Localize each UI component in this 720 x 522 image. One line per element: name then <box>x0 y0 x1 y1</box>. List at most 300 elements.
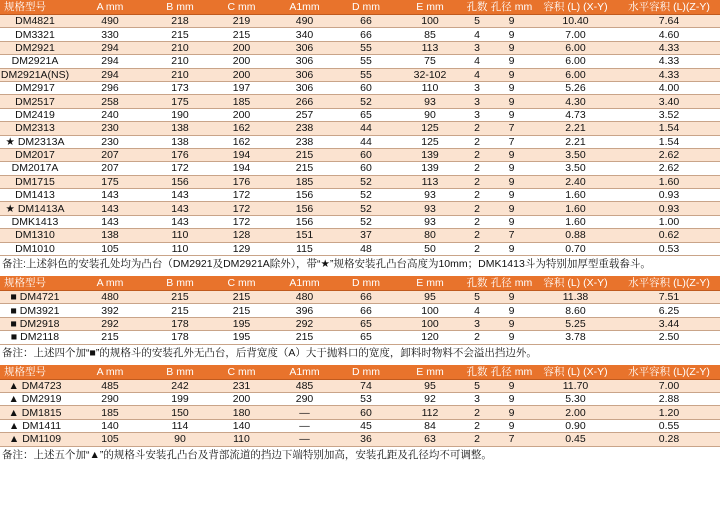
col-header-level-capacity-zy: 水平容积 (L)(Z-Y) <box>618 365 720 380</box>
table-row <box>0 175 720 188</box>
table-row <box>0 15 720 28</box>
cell-a1: 215 <box>273 331 336 344</box>
cell-b: 215 <box>150 291 210 304</box>
table-row <box>0 135 720 148</box>
cell-holes: 2 <box>464 175 490 188</box>
cell-d: 66 <box>336 304 396 317</box>
col-header-e: E mm <box>396 0 464 15</box>
cell-b: 178 <box>150 317 210 330</box>
cell-a: 296 <box>70 81 150 94</box>
cell-e: 100 <box>396 15 464 28</box>
cell-capacity-xy: 10.40 <box>533 15 618 28</box>
col-header-model: 规格型号 <box>0 276 70 291</box>
cell-level-capacity-zy: 0.93 <box>618 189 720 202</box>
cell-a1: 292 <box>273 317 336 330</box>
cell-a1: — <box>273 419 336 432</box>
cell-hole-dia: 9 <box>490 242 533 255</box>
cell-d: 48 <box>336 242 396 255</box>
cell-d: 52 <box>336 95 396 108</box>
cell-c: 172 <box>210 202 273 215</box>
cell-holes: 3 <box>464 81 490 94</box>
cell-capacity-xy: 2.21 <box>533 135 618 148</box>
cell-b: 114 <box>150 419 210 432</box>
cell-holes: 5 <box>464 15 490 28</box>
table-row <box>0 392 720 405</box>
table-row <box>0 379 720 392</box>
cell-e: 50 <box>396 242 464 255</box>
cell-d: 55 <box>336 68 396 81</box>
cell-a: 294 <box>70 68 150 81</box>
cell-e: 95 <box>396 379 464 392</box>
cell-e: 32-102 <box>396 68 464 81</box>
cell-level-capacity-zy: 7.51 <box>618 291 720 304</box>
cell-e: 112 <box>396 406 464 419</box>
cell-capacity-xy: 1.60 <box>533 202 618 215</box>
cell-a1: 156 <box>273 215 336 228</box>
cell-model: ■ DM2918 <box>0 317 70 330</box>
cell-hole-dia: 9 <box>490 189 533 202</box>
cell-level-capacity-zy: 1.54 <box>618 135 720 148</box>
cell-e: 80 <box>396 229 464 242</box>
cell-hole-dia: 7 <box>490 135 533 148</box>
cell-a1: — <box>273 433 336 446</box>
table-note-3: 备注：上述五个加“▲”的规格斗安装孔凸台及背部流道的挡边下端特别加高，安装孔距及孔径均不可调整。 <box>2 448 492 461</box>
cell-c: 215 <box>210 291 273 304</box>
cell-holes: 5 <box>464 379 490 392</box>
cell-a1: 215 <box>273 162 336 175</box>
cell-c: 200 <box>210 55 273 68</box>
table-row <box>0 189 720 202</box>
cell-e: 120 <box>396 331 464 344</box>
spec-table-2 <box>0 276 720 345</box>
cell-hole-dia: 9 <box>490 68 533 81</box>
cell-c: 194 <box>210 148 273 161</box>
cell-c: 185 <box>210 95 273 108</box>
cell-hole-dia: 7 <box>490 122 533 135</box>
cell-a1: 115 <box>273 242 336 255</box>
cell-level-capacity-zy: 4.60 <box>618 28 720 41</box>
cell-a1: 306 <box>273 41 336 54</box>
cell-b: 242 <box>150 379 210 392</box>
cell-model: DM2017 <box>0 148 70 161</box>
cell-d: 65 <box>336 317 396 330</box>
cell-hole-dia: 9 <box>490 419 533 432</box>
col-header-holes: 孔数 <box>464 365 490 380</box>
cell-a1: 485 <box>273 379 336 392</box>
cell-level-capacity-zy: 6.25 <box>618 304 720 317</box>
cell-a: 240 <box>70 108 150 121</box>
cell-level-capacity-zy: 4.33 <box>618 55 720 68</box>
cell-c: 219 <box>210 15 273 28</box>
cell-d: 52 <box>336 175 396 188</box>
cell-c: 215 <box>210 304 273 317</box>
cell-a1: 306 <box>273 81 336 94</box>
cell-b: 210 <box>150 55 210 68</box>
cell-holes: 2 <box>464 215 490 228</box>
cell-e: 75 <box>396 55 464 68</box>
cell-d: 53 <box>336 392 396 405</box>
cell-a: 215 <box>70 331 150 344</box>
col-header-a: A mm <box>70 276 150 291</box>
cell-model: ■ DM4721 <box>0 291 70 304</box>
col-header-c: C mm <box>210 0 273 15</box>
col-header-hole-dia: 孔径 mm <box>490 277 533 290</box>
table-row <box>0 162 720 175</box>
cell-level-capacity-zy: 0.62 <box>618 229 720 242</box>
cell-c: 215 <box>210 28 273 41</box>
cell-capacity-xy: 5.25 <box>533 317 618 330</box>
cell-b: 218 <box>150 15 210 28</box>
cell-holes: 5 <box>464 291 490 304</box>
cell-holes: 2 <box>464 148 490 161</box>
table-row <box>0 229 720 242</box>
cell-c: 128 <box>210 229 273 242</box>
col-header-a1: A1mm <box>273 276 336 291</box>
cell-level-capacity-zy: 1.20 <box>618 406 720 419</box>
col-header-a1: A1mm <box>273 0 336 15</box>
cell-hole-dia: 9 <box>490 215 533 228</box>
table-row <box>0 28 720 41</box>
cell-capacity-xy: 2.00 <box>533 406 618 419</box>
cell-capacity-xy: 3.78 <box>533 331 618 344</box>
table-note-1: 备注:上述斜色的安装孔处均为凸台（DM2921及DM2921A除外），带“★”规格安装孔凸台高度为10mm；DMK1413斗为特别加厚型重载畚斗。 <box>2 258 651 271</box>
cell-level-capacity-zy: 0.55 <box>618 419 720 432</box>
cell-holes: 3 <box>464 317 490 330</box>
cell-hole-dia: 9 <box>490 406 533 419</box>
cell-capacity-xy: 6.00 <box>533 68 618 81</box>
cell-a1: 480 <box>273 291 336 304</box>
cell-d: 52 <box>336 202 396 215</box>
cell-hole-dia: 9 <box>490 331 533 344</box>
cell-c: 200 <box>210 41 273 54</box>
cell-e: 100 <box>396 304 464 317</box>
cell-level-capacity-zy: 7.64 <box>618 15 720 28</box>
cell-model: ▲ DM1815 <box>0 406 70 419</box>
cell-holes: 2 <box>464 189 490 202</box>
header-row <box>0 276 720 291</box>
col-header-d: D mm <box>336 365 396 380</box>
cell-a1: 156 <box>273 189 336 202</box>
col-header-holes: 孔数 <box>464 276 490 291</box>
cell-e: 113 <box>396 41 464 54</box>
cell-d: 66 <box>336 291 396 304</box>
cell-holes: 2 <box>464 202 490 215</box>
cell-holes: 3 <box>464 392 490 405</box>
cell-a: 294 <box>70 41 150 54</box>
cell-model: DM1310 <box>0 229 70 242</box>
cell-model: ■ DM2118 <box>0 331 70 344</box>
cell-b: 176 <box>150 148 210 161</box>
cell-model: DM2313 <box>0 122 70 135</box>
cell-level-capacity-zy: 3.40 <box>618 95 720 108</box>
cell-d: 60 <box>336 81 396 94</box>
table-row <box>0 291 720 304</box>
cell-e: 100 <box>396 317 464 330</box>
cell-d: 65 <box>336 108 396 121</box>
cell-e: 125 <box>396 122 464 135</box>
cell-a1: 490 <box>273 15 336 28</box>
header-row <box>0 0 720 15</box>
cell-model: ▲ DM1411 <box>0 419 70 432</box>
cell-capacity-xy: 11.70 <box>533 379 618 392</box>
cell-a1: 340 <box>273 28 336 41</box>
cell-holes: 2 <box>464 406 490 419</box>
table-row <box>0 317 720 330</box>
table-row <box>0 41 720 54</box>
cell-d: 55 <box>336 55 396 68</box>
cell-e: 93 <box>396 95 464 108</box>
table-row <box>0 108 720 121</box>
cell-level-capacity-zy: 4.33 <box>618 41 720 54</box>
cell-holes: 3 <box>464 108 490 121</box>
table-note-2: 备注：上述四个加“■”的规格斗的安装孔外无凸台，后背宽度（A）大于抛料口的宽度，卸料时物料不会溢出挡边外。 <box>2 346 537 359</box>
table-row <box>0 81 720 94</box>
cell-hole-dia: 9 <box>490 81 533 94</box>
cell-holes: 4 <box>464 28 490 41</box>
cell-d: 66 <box>336 15 396 28</box>
cell-hole-dia: 9 <box>490 304 533 317</box>
col-header-a1: A1mm <box>273 365 336 380</box>
cell-holes: 2 <box>464 433 490 446</box>
cell-holes: 2 <box>464 135 490 148</box>
cell-model: DM2921A <box>0 55 70 68</box>
cell-level-capacity-zy: 4.00 <box>618 81 720 94</box>
cell-a1: 306 <box>273 55 336 68</box>
cell-capacity-xy: 8.60 <box>533 304 618 317</box>
col-header-hole-dia: 孔径 mm <box>490 365 533 378</box>
col-header-c: C mm <box>210 276 273 291</box>
col-header-capacity-xy: 容积 (L) (X-Y) <box>533 365 618 380</box>
cell-d: 74 <box>336 379 396 392</box>
cell-holes: 3 <box>464 41 490 54</box>
spec-table-1 <box>0 0 720 256</box>
col-header-capacity-xy: 容积 (L) (X-Y) <box>533 276 618 291</box>
cell-capacity-xy: 0.90 <box>533 419 618 432</box>
cell-b: 150 <box>150 406 210 419</box>
cell-model: DM2419 <box>0 108 70 121</box>
cell-d: 60 <box>336 148 396 161</box>
cell-level-capacity-zy: 1.54 <box>618 122 720 135</box>
cell-level-capacity-zy: 1.60 <box>618 175 720 188</box>
cell-holes: 2 <box>464 122 490 135</box>
table-row <box>0 215 720 228</box>
cell-hole-dia: 7 <box>490 229 533 242</box>
cell-b: 199 <box>150 392 210 405</box>
cell-capacity-xy: 4.30 <box>533 95 618 108</box>
spec-table-3 <box>0 365 720 447</box>
cell-hole-dia: 9 <box>490 108 533 121</box>
cell-c: 162 <box>210 135 273 148</box>
cell-hole-dia: 9 <box>490 392 533 405</box>
cell-d: 45 <box>336 419 396 432</box>
cell-b: 178 <box>150 331 210 344</box>
cell-a: 480 <box>70 291 150 304</box>
cell-capacity-xy: 1.60 <box>533 189 618 202</box>
cell-d: 65 <box>336 331 396 344</box>
cell-b: 172 <box>150 162 210 175</box>
cell-level-capacity-zy: 0.28 <box>618 433 720 446</box>
cell-model: ▲ DM4723 <box>0 379 70 392</box>
cell-holes: 3 <box>464 95 490 108</box>
cell-hole-dia: 9 <box>490 15 533 28</box>
cell-a: 258 <box>70 95 150 108</box>
table-row <box>0 433 720 446</box>
cell-holes: 4 <box>464 55 490 68</box>
cell-hole-dia: 9 <box>490 291 533 304</box>
cell-a: 290 <box>70 392 150 405</box>
cell-holes: 4 <box>464 68 490 81</box>
col-header-d: D mm <box>336 0 396 15</box>
cell-hole-dia: 9 <box>490 55 533 68</box>
cell-a: 330 <box>70 28 150 41</box>
cell-d: 55 <box>336 41 396 54</box>
cell-a: 105 <box>70 433 150 446</box>
cell-capacity-xy: 11.38 <box>533 291 618 304</box>
cell-level-capacity-zy: 4.33 <box>618 68 720 81</box>
cell-a: 140 <box>70 419 150 432</box>
table-row <box>0 68 720 81</box>
cell-capacity-xy: 2.40 <box>533 175 618 188</box>
cell-b: 90 <box>150 433 210 446</box>
cell-model: DM3321 <box>0 28 70 41</box>
cell-level-capacity-zy: 2.50 <box>618 331 720 344</box>
cell-level-capacity-zy: 2.88 <box>618 392 720 405</box>
cell-a: 294 <box>70 55 150 68</box>
table-row <box>0 419 720 432</box>
cell-c: 194 <box>210 162 273 175</box>
cell-hole-dia: 9 <box>490 148 533 161</box>
cell-hole-dia: 9 <box>490 41 533 54</box>
cell-capacity-xy: 3.50 <box>533 162 618 175</box>
cell-level-capacity-zy: 3.52 <box>618 108 720 121</box>
table-row <box>0 202 720 215</box>
cell-e: 93 <box>396 189 464 202</box>
cell-d: 52 <box>336 189 396 202</box>
cell-d: 52 <box>336 215 396 228</box>
table-row <box>0 406 720 419</box>
cell-a: 143 <box>70 215 150 228</box>
cell-holes: 4 <box>464 304 490 317</box>
cell-c: 172 <box>210 189 273 202</box>
cell-b: 110 <box>150 229 210 242</box>
cell-e: 85 <box>396 28 464 41</box>
cell-holes: 2 <box>464 242 490 255</box>
cell-model: DM4821 <box>0 15 70 28</box>
col-header-e: E mm <box>396 276 464 291</box>
cell-level-capacity-zy: 0.93 <box>618 202 720 215</box>
cell-a1: 290 <box>273 392 336 405</box>
cell-a: 485 <box>70 379 150 392</box>
cell-capacity-xy: 0.88 <box>533 229 618 242</box>
cell-b: 215 <box>150 304 210 317</box>
cell-b: 175 <box>150 95 210 108</box>
cell-holes: 2 <box>464 331 490 344</box>
cell-a: 207 <box>70 148 150 161</box>
col-header-level-capacity-zy: 水平容积 (L)(Z-Y) <box>618 276 720 291</box>
cell-b: 190 <box>150 108 210 121</box>
cell-capacity-xy: 3.50 <box>533 148 618 161</box>
table-row <box>0 331 720 344</box>
col-header-hole-dia: 孔径 mm <box>490 1 533 13</box>
cell-a1: 185 <box>273 175 336 188</box>
cell-hole-dia: 9 <box>490 95 533 108</box>
table-row <box>0 148 720 161</box>
cell-hole-dia: 9 <box>490 175 533 188</box>
cell-holes: 2 <box>464 229 490 242</box>
cell-hole-dia: 9 <box>490 317 533 330</box>
cell-a1: 306 <box>273 68 336 81</box>
cell-e: 139 <box>396 162 464 175</box>
table-row <box>0 304 720 317</box>
col-header-a: A mm <box>70 0 150 15</box>
cell-e: 95 <box>396 291 464 304</box>
cell-model: DM2921 <box>0 41 70 54</box>
cell-model: DM2017A <box>0 162 70 175</box>
cell-level-capacity-zy: 3.44 <box>618 317 720 330</box>
cell-e: 63 <box>396 433 464 446</box>
col-header-model: 规格型号 <box>0 365 70 380</box>
cell-holes: 2 <box>464 419 490 432</box>
cell-model: ▲ DM1109 <box>0 433 70 446</box>
cell-level-capacity-zy: 2.62 <box>618 148 720 161</box>
cell-a: 230 <box>70 135 150 148</box>
cell-c: 110 <box>210 433 273 446</box>
cell-model: ▲ DM2919 <box>0 392 70 405</box>
cell-e: 90 <box>396 108 464 121</box>
cell-model: DM2921A(NS) <box>0 68 70 81</box>
cell-d: 60 <box>336 162 396 175</box>
cell-a: 143 <box>70 189 150 202</box>
cell-level-capacity-zy: 1.00 <box>618 215 720 228</box>
cell-e: 110 <box>396 81 464 94</box>
cell-d: 66 <box>336 28 396 41</box>
cell-model: DM2917 <box>0 81 70 94</box>
cell-hole-dia: 9 <box>490 162 533 175</box>
col-header-b: B mm <box>150 0 210 15</box>
cell-a1: — <box>273 406 336 419</box>
cell-b: 110 <box>150 242 210 255</box>
col-header-holes: 孔数 <box>464 0 490 15</box>
cell-a: 230 <box>70 122 150 135</box>
cell-capacity-xy: 6.00 <box>533 41 618 54</box>
cell-b: 143 <box>150 202 210 215</box>
cell-a: 392 <box>70 304 150 317</box>
cell-holes: 2 <box>464 162 490 175</box>
col-header-b: B mm <box>150 365 210 380</box>
cell-d: 36 <box>336 433 396 446</box>
cell-capacity-xy: 5.26 <box>533 81 618 94</box>
cell-a1: 257 <box>273 108 336 121</box>
cell-level-capacity-zy: 0.53 <box>618 242 720 255</box>
table-row <box>0 242 720 255</box>
cell-e: 84 <box>396 419 464 432</box>
cell-model: DM1715 <box>0 175 70 188</box>
col-header-d: D mm <box>336 276 396 291</box>
cell-model: DM2517 <box>0 95 70 108</box>
cell-capacity-xy: 0.70 <box>533 242 618 255</box>
cell-a: 185 <box>70 406 150 419</box>
col-header-level-capacity-zy: 水平容积 (L)(Z-Y) <box>618 0 720 15</box>
header-row <box>0 365 720 380</box>
cell-b: 215 <box>150 28 210 41</box>
cell-b: 143 <box>150 215 210 228</box>
cell-capacity-xy: 2.21 <box>533 122 618 135</box>
cell-d: 44 <box>336 135 396 148</box>
cell-d: 60 <box>336 406 396 419</box>
col-header-a: A mm <box>70 365 150 380</box>
col-header-e: E mm <box>396 365 464 380</box>
col-header-model: 规格型号 <box>0 0 70 15</box>
